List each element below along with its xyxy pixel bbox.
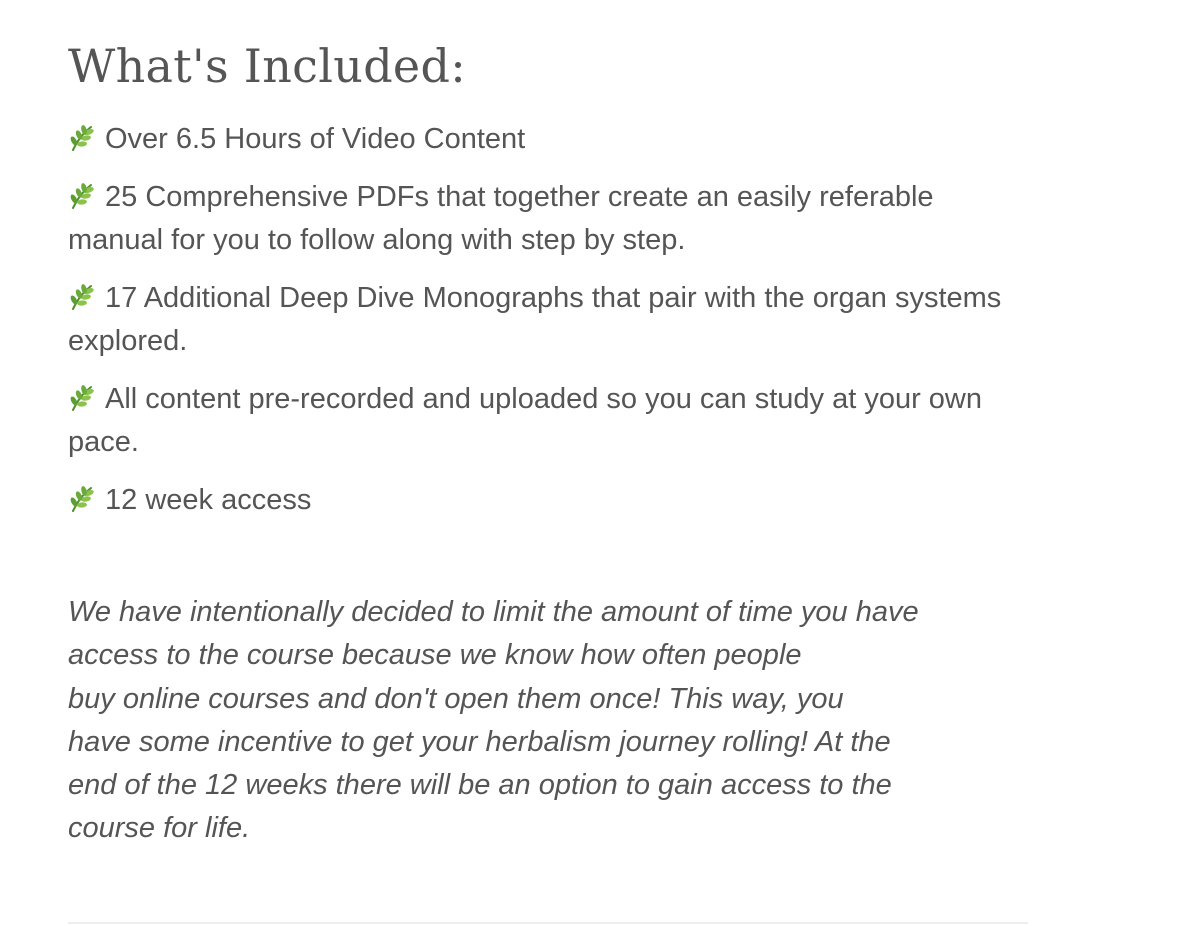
feature-list (68, 118, 1028, 522)
herb-icon (68, 182, 96, 210)
herb-icon (68, 124, 96, 152)
feature-item-monographs (68, 277, 1028, 363)
access-note (68, 591, 1028, 851)
note-line: We have intentionally decided to limit the amount of time you have (68, 596, 919, 628)
feature-item-self-paced (68, 378, 1028, 464)
feature-text: 12 week access (105, 484, 312, 516)
feature-text: Over 6.5 Hours of Video Content (105, 123, 526, 155)
feature-item-video (68, 118, 1028, 161)
note-line: course for life. (68, 812, 251, 845)
feature-text: 25 Comprehensive PDFs that together create an easily referable manual for you to follow along with step by step. (68, 181, 934, 256)
herb-icon (68, 283, 96, 311)
feature-text: 17 Additional Deep Dive Monographs that pair with the organ systems explored. (68, 282, 1002, 357)
herb-icon (68, 384, 96, 412)
note-line: end of the 12 weeks there will be an option to gain access to the (68, 769, 892, 802)
note-line: have some incentive to get your herbalism journey rolling! At the (68, 725, 891, 758)
feature-item-pdfs (68, 176, 1028, 262)
herb-icon (68, 485, 96, 513)
section-divider (68, 922, 1028, 924)
section-heading: What's Included: (68, 39, 467, 93)
feature-item-access (68, 479, 1028, 522)
whats-included-section (68, 0, 1028, 851)
note-line: buy online courses and don't open them once! This way, you (68, 682, 844, 715)
note-line: access to the course because we know how often people (68, 639, 802, 672)
feature-text: All content pre-recorded and uploaded so you can study at your own pace. (68, 383, 982, 458)
